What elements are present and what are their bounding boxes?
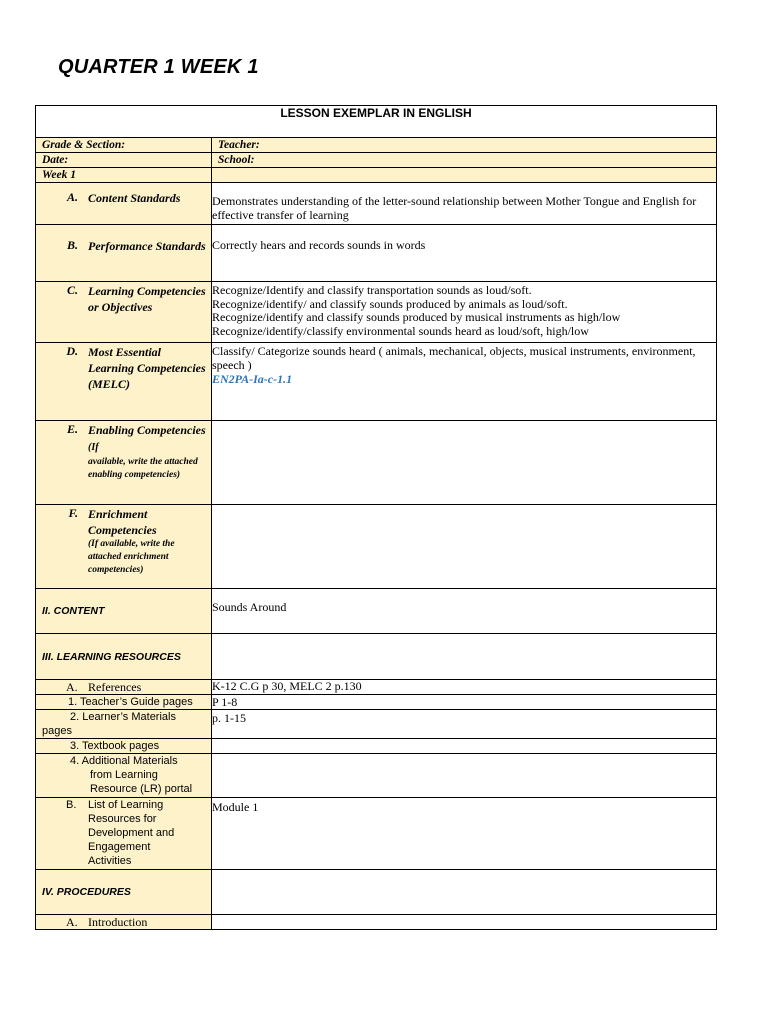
content-standards-text: Demonstrates understanding of the letter-sound relationship between Mother Tongue and English for effective transfer of learning: [212, 194, 697, 222]
week-label: Week 1: [42, 169, 76, 181]
melc-value: [212, 343, 717, 421]
learning-resources-label: III. LEARNING RESOURCES: [42, 650, 181, 663]
list-resources-label-cont: Resources for: [88, 813, 157, 825]
week-cell: [36, 168, 212, 183]
additional-materials-row: [36, 754, 717, 798]
additional-materials-label: 4. Additional Materials: [70, 755, 178, 767]
content-standards-value: [212, 183, 717, 225]
references-label: References: [88, 680, 142, 694]
melc-code: EN2PA-Ia-c-1.1: [212, 372, 293, 386]
page-title: QUARTER 1 WEEK 1: [58, 56, 259, 78]
list-resources-label: List of Learning: [88, 799, 164, 811]
grade-teacher-row: [36, 138, 717, 153]
introduction-label: Introduction: [88, 915, 148, 929]
content-label: II. CONTENT: [42, 605, 105, 617]
melc-label-cell: [36, 343, 212, 421]
teachers-guide-label: 1. Teacher’s Guide pages: [68, 696, 193, 708]
content-standards-letter: A.: [66, 190, 78, 204]
learning-competencies-letter: C.: [66, 283, 78, 297]
content-standards-label: Content Standards: [88, 191, 181, 205]
performance-standards-value: [212, 225, 717, 282]
learners-materials-text: p. 1-15: [212, 711, 246, 725]
procedures-row: [36, 870, 717, 915]
enrichment-letter: F.: [68, 506, 78, 520]
procedures-value: [212, 870, 717, 915]
enrichment-note: (If available, write the attached enrichment competencies): [88, 539, 175, 575]
learning-competencies-label-cell: [36, 282, 212, 343]
textbook-label: 3. Textbook pages: [70, 740, 160, 752]
content-standards-label-cell: [36, 183, 212, 225]
list-resources-label-cont: Activities: [88, 855, 132, 867]
performance-standards-row: [36, 225, 717, 282]
references-row: [36, 680, 717, 695]
textbook-value: [212, 739, 717, 754]
enabling-row: [36, 421, 717, 505]
content-value: [212, 589, 717, 634]
content-text: Sounds Around: [212, 600, 287, 614]
learning-resources-row: [36, 634, 717, 680]
objective-item: Recognize/identify and classify sounds produced by musical instruments as high/low: [212, 310, 621, 324]
grade-section-cell: [36, 138, 212, 153]
teachers-guide-value: [212, 695, 717, 710]
additional-materials-label-cont: from Learning: [90, 769, 158, 781]
additional-materials-value: [212, 754, 717, 798]
additional-materials-label-cell: [36, 754, 212, 798]
references-label-cell: [36, 680, 212, 695]
learners-materials-label-cell: [36, 710, 212, 739]
performance-standards-label: Performance Standards: [88, 239, 206, 253]
enabling-value: [212, 421, 717, 505]
performance-standards-text: Correctly hears and records sounds in words: [212, 238, 426, 252]
week-row: [36, 168, 717, 183]
week-value-cell: [212, 168, 717, 183]
enrichment-label: Enrichment Competencies: [88, 507, 157, 537]
procedures-label-cell: [36, 870, 212, 915]
list-resources-letter: B.: [66, 799, 77, 811]
grade-section-label: Grade & Section:: [42, 139, 126, 151]
teachers-guide-row: [36, 695, 717, 710]
references-letter: A.: [66, 680, 78, 694]
introduction-row: [36, 915, 717, 930]
objective-item: Recognize/Identify and classify transportation sounds as loud/soft.: [212, 283, 532, 297]
enrichment-value: [212, 505, 717, 589]
list-resources-label-cont: Development and: [88, 827, 175, 839]
enabling-label: Enabling Competencies: [88, 423, 206, 437]
content-standards-row: [36, 183, 717, 225]
list-resources-label-cont: Engagement: [88, 841, 151, 853]
content-label-cell: [36, 589, 212, 634]
melc-text: Classify/ Categorize sounds heard ( animals, mechanical, objects, musical instruments, environment, speech ): [212, 344, 696, 372]
performance-standards-label-cell: [36, 225, 212, 282]
procedures-label: IV. PROCEDURES: [42, 886, 131, 898]
enrichment-label-cell: [36, 505, 212, 589]
learning-competencies-value: [212, 282, 717, 343]
learners-materials-label-cont: pages: [42, 725, 72, 737]
objective-item: Recognize/identify/ and classify sounds produced by animals as loud/soft.: [212, 296, 568, 311]
introduction-letter: A.: [66, 915, 78, 929]
textbook-row: [36, 739, 717, 754]
references-value: [212, 680, 717, 695]
enabling-label-inline: (If: [88, 442, 99, 453]
enabling-note: available, write the attached enabling competencies): [88, 457, 198, 480]
additional-materials-label-cont2: Resource (LR) portal: [90, 783, 193, 795]
objective-item: Recognize/identify/classify environmental sounds heard as loud/soft, high/low: [212, 323, 589, 338]
introduction-label-cell: [36, 915, 212, 930]
enrichment-row: [36, 505, 717, 589]
list-resources-value: [212, 798, 717, 870]
references-text: K-12 C.G p 30, MELC 2 p.130: [212, 679, 362, 693]
date-label: Date:: [42, 154, 69, 166]
list-resources-label-cell: [36, 798, 212, 870]
performance-standards-letter: B.: [66, 238, 78, 252]
learning-competencies-row: [36, 282, 717, 343]
learners-materials-label: 2. Learner’s Materials: [70, 711, 176, 723]
introduction-value: [212, 915, 717, 930]
school-cell: [212, 153, 717, 168]
school-label: School:: [218, 154, 255, 166]
enabling-letter: E.: [66, 422, 78, 436]
list-resources-row: [36, 798, 717, 870]
learners-materials-row: [36, 710, 717, 739]
content-row: [36, 589, 717, 634]
learning-resources-value: [212, 634, 717, 680]
melc-label: Most Essential Learning Competencies (MELC): [88, 345, 206, 391]
learning-resources-label-cell: [36, 634, 212, 680]
lesson-exemplar-table: [35, 105, 717, 930]
learners-materials-value: [212, 710, 717, 739]
enabling-label-cell: [36, 421, 212, 505]
teachers-guide-text: P 1-8: [212, 695, 238, 709]
date-cell: [36, 153, 212, 168]
learning-competencies-label: Learning Competencies or Objectives: [88, 284, 206, 314]
list-resources-text: Module 1: [212, 800, 259, 814]
textbook-label-cell: [36, 739, 212, 754]
teachers-guide-label-cell: [36, 695, 212, 710]
table-header: LESSON EXEMPLAR IN ENGLISH: [36, 106, 717, 138]
melc-row: [36, 343, 717, 421]
melc-letter: D.: [66, 344, 78, 358]
teacher-label: Teacher:: [218, 139, 260, 151]
table-header-row: [36, 106, 717, 138]
date-school-row: [36, 153, 717, 168]
teacher-cell: [212, 138, 717, 153]
